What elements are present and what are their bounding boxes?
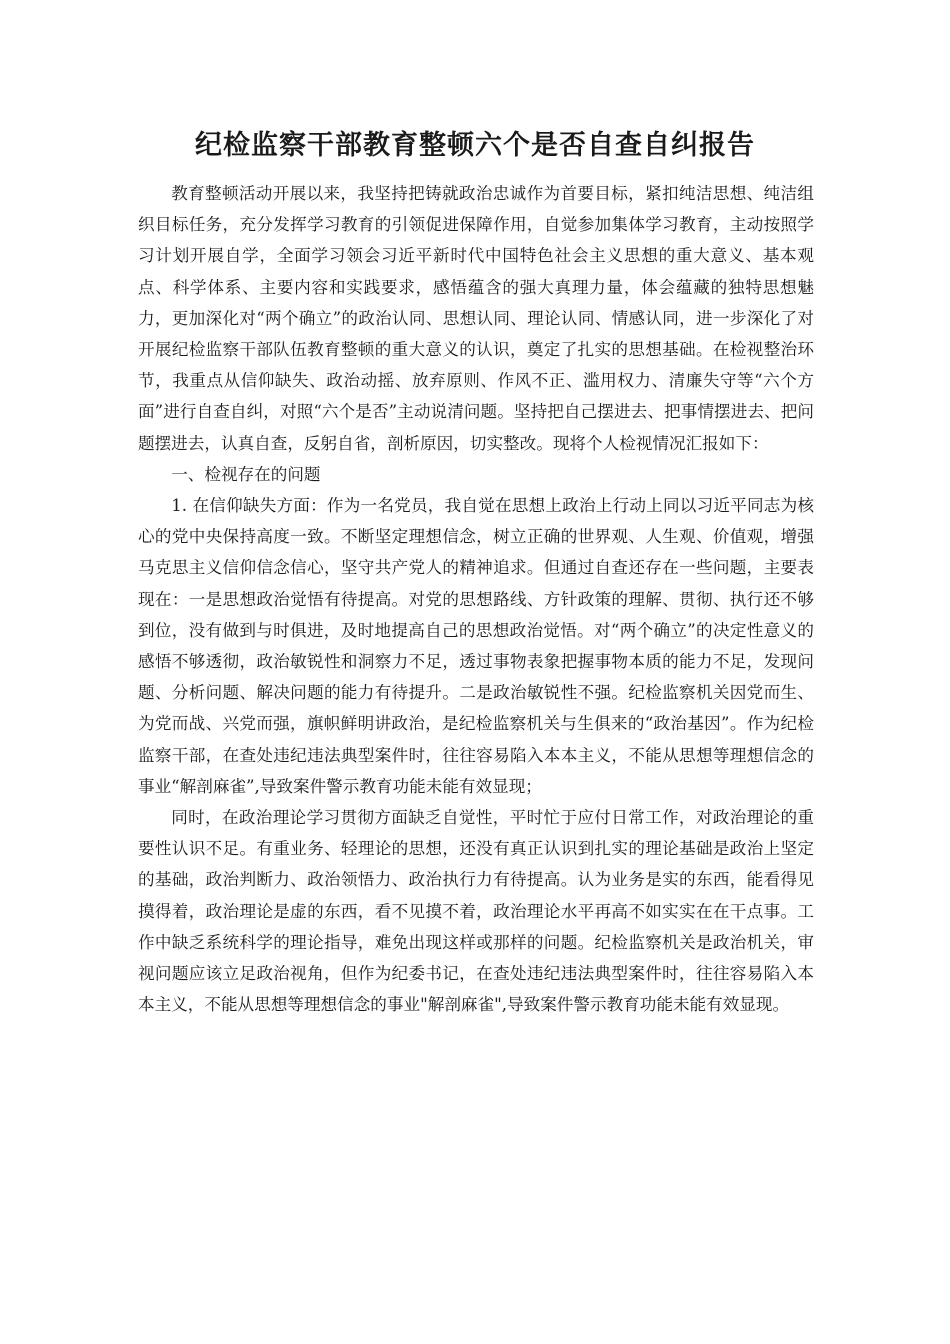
- document-title: 纪检监察干部教育整顿六个是否自查自纠报告: [195, 130, 755, 161]
- section-heading: 一、检视存在的问题: [171, 464, 321, 484]
- paragraph-intro: 教育整顿活动开展以来，我坚持把铸就政治忠诚作为首要目标，紧扣纯洁思想、纯洁组织目标任务，充分发挥学习教育的引领促进保障作用，自觉参加集体学习教育，主动按照学习计划开展自学，全面学习领会习近平新时代中国特色社会主义思想的重大意义、基本观点、科学体系、主要内容和实践要求，感悟蕴含的强大真理力量，体会蕴藏的独特思想魅力，更加深化对“两个确立”的政治认同、思想认同、理论认同、情感认同，进一步深化了对开展纪检监察干部队伍教育整顿的重大意义的认识，奠定了扎实的思想基础。在检视整治环节，我重点从信仰缺失、政治动摇、放弃原则、作风不正、滥用权力、清廉失守等“六个方面”进行自查自纠，对照“六个是否”主动说清问题。坚持把自己摆进去、把事情摆进去、把问题摆进去，认真自查，反躬自省，剖析原因，切实整改。现将个人检视情况汇报如下：: [138, 184, 814, 453]
- document-body: [138, 178, 814, 1020]
- paragraph-continuation: 同时，在政治理论学习贯彻方面缺乏自觉性，平时忙于应付日常工作，对政治理论的重要性认识不足。有重业务、轻理论的思想，还没有真正认识到扎实的理论基础是政治上坚定的基础，政治判断力、政治领悟力、政治执行力有待提高。认为业务是实的东西，能看得见摸得着，政治理论是虚的东西，看不见摸不着，政治理论水平再高不如实实在在干点事。工作中缺乏系统科学的理论指导，难免出现这样或那样的问题。纪检监察机关是政治机关，审视问题应该立足政治视角，但作为纪委书记，在查处违纪违法典型案件时，往往容易陷入本本主义，不能从思想等理想信念的事业"解剖麻雀",导致案件警示教育功能未能有效显现。: [138, 808, 814, 1015]
- paragraph-item-1: 1. 在信仰缺失方面：作为一名党员，我自觉在思想上政治上行动上同以习近平同志为核心的党中央保持高度一致。不断坚定理想信念，树立正确的世界观、人生观、价值观，增强马克思主义信仰信念信心，坚守共产党人的精神追求。但通过自查还存在一些问题，主要表现在：一是思想政治觉悟有待提高。对党的思想路线、方针政策的理解、贯彻、执行还不够到位，没有做到与时俱进，及时地提高自己的思想政治觉悟。对“两个确立”的决定性意义的感悟不够透彻，政治敏锐性和洞察力不足，透过事物表象把握事物本质的能力不足，发现问题、分析问题、解决问题的能力有待提升。二是政治敏锐性不强。纪检监察机关因党而生、为党而战、兴党而强，旗帜鲜明讲政治，是纪检监察机关与生俱来的“政治基因”。作为纪检监察干部，在查处违纪违法典型案件时，往往容易陷入本本主义，不能从思想等理想信念的事业“解剖麻雀”,导致案件警示教育功能未能有效显现；: [138, 496, 814, 796]
